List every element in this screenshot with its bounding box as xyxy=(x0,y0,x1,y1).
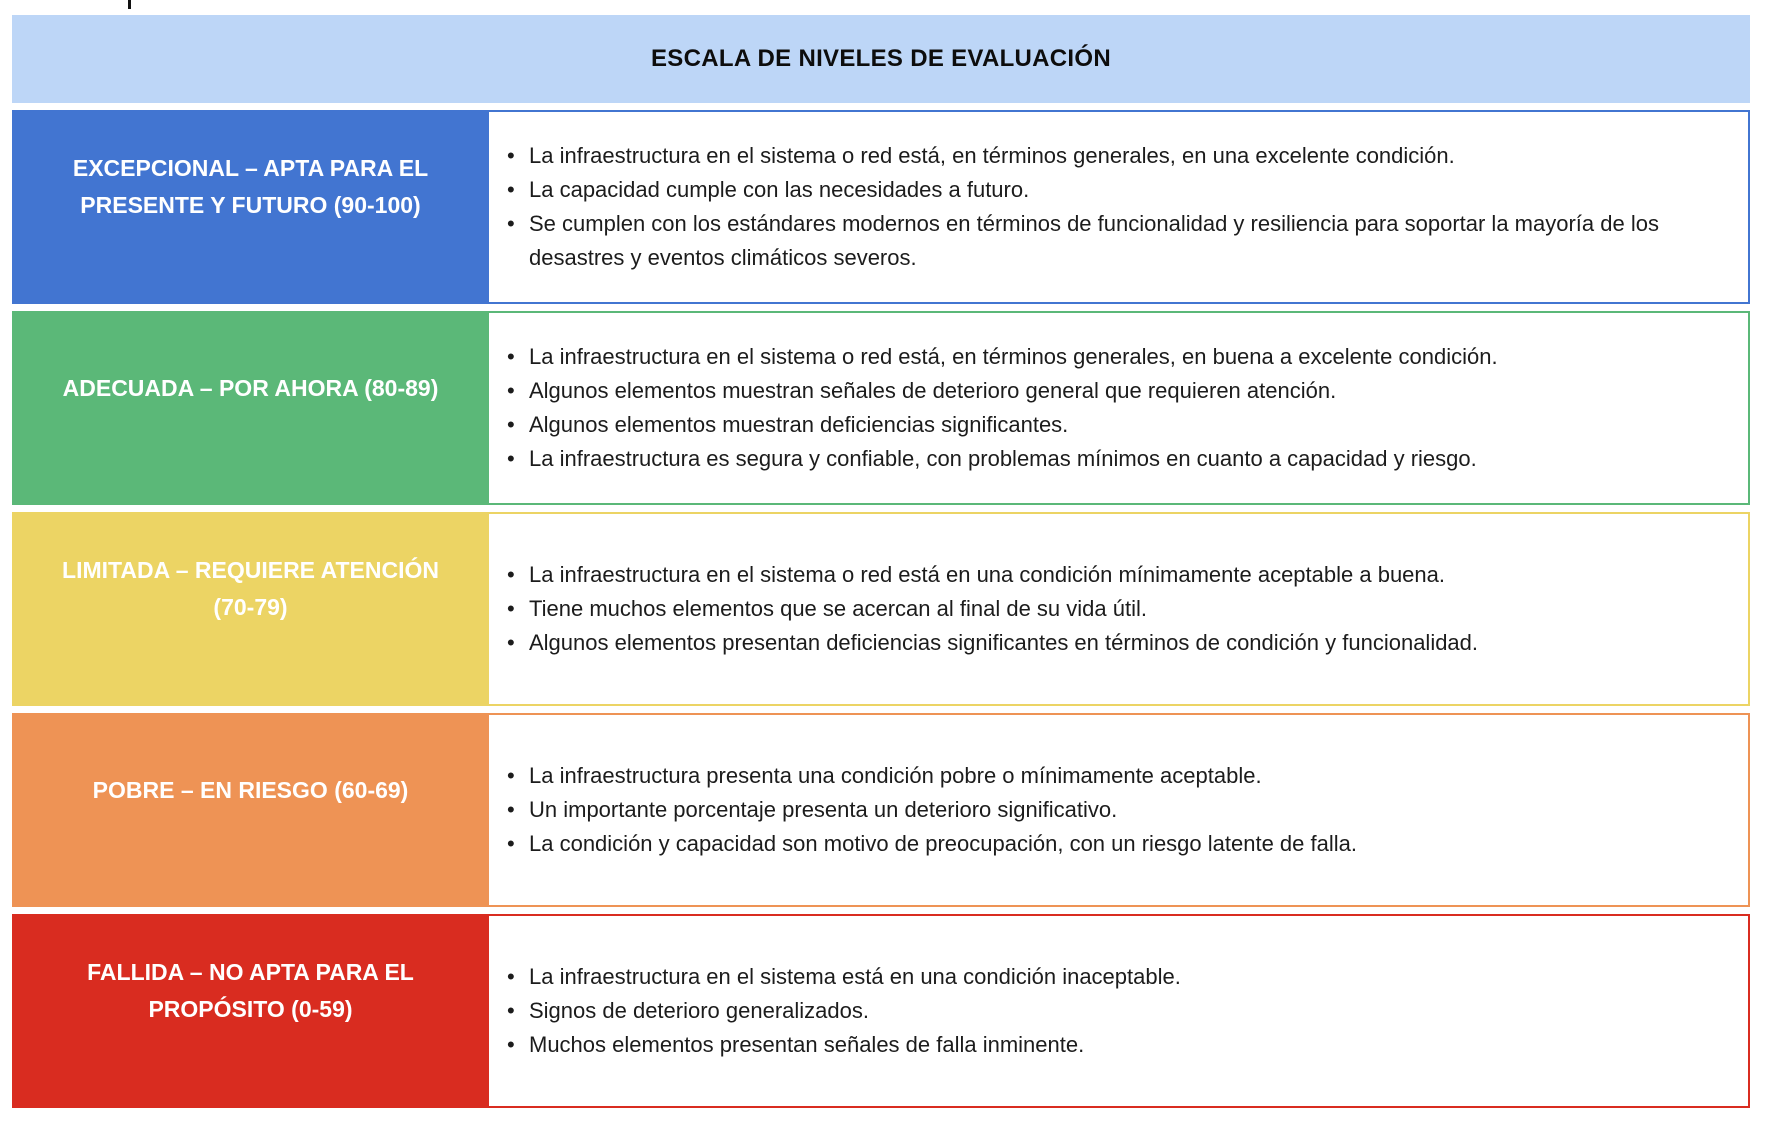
level-label xyxy=(14,112,487,302)
bullet-item: • La capacidad cumple con las necesidades a futuro. xyxy=(505,173,1728,207)
bullet-item: • La infraestructura en el sistema está en una condición inaceptable. xyxy=(505,960,1728,994)
level-label-text: LIMITADA – REQUIERE ATENCIÓN (70-79) xyxy=(62,557,439,620)
scale-row-fallida xyxy=(12,914,1750,1108)
bullet-item: • Algunos elementos presentan deficiencias significantes en términos de condición y funcionalidad. xyxy=(505,626,1728,660)
bullet-item: • Tiene muchos elementos que se acercan al final de su vida útil. xyxy=(505,592,1728,626)
level-description xyxy=(487,916,1748,1106)
bullet-item: • Signos de deterioro generalizados. xyxy=(505,994,1728,1028)
level-description xyxy=(487,313,1748,503)
level-label xyxy=(14,715,487,905)
bullet-list xyxy=(505,558,1728,660)
bullet-item: • Un importante porcentaje presenta un deterioro significativo. xyxy=(505,793,1728,827)
bullet-list xyxy=(505,759,1728,861)
table-header xyxy=(12,15,1750,103)
level-label xyxy=(14,514,487,704)
level-description xyxy=(487,715,1748,905)
scale-row-adecuada xyxy=(12,311,1750,505)
level-label-text: EXCEPCIONAL – APTA PARA EL PRESENTE Y FUTURO (90-100) xyxy=(72,155,429,218)
evaluation-scale-table xyxy=(12,15,1750,1108)
scale-row-pobre xyxy=(12,713,1750,907)
level-label xyxy=(14,916,487,1106)
bullet-item: • La infraestructura en el sistema o red está en una condición mínimamente aceptable a buena. xyxy=(505,558,1728,592)
level-label-text: POBRE – EN RIESGO (60-69) xyxy=(92,776,409,803)
bullet-item: • La infraestructura es segura y confiable, con problemas mínimos en cuanto a capacidad y riesgo. xyxy=(505,442,1728,476)
bullet-item: • La condición y capacidad son motivo de preocupación, con un riesgo latente de falla. xyxy=(505,827,1728,861)
bullet-item: • La infraestructura en el sistema o red está, en términos generales, en una excelente condición. xyxy=(505,139,1728,173)
bullet-item: • Muchos elementos presentan señales de falla inminente. xyxy=(505,1028,1728,1062)
bullet-list xyxy=(505,139,1728,275)
bullet-list xyxy=(505,960,1728,1062)
table-title: ESCALA DE NIVELES DE EVALUACIÓN xyxy=(650,45,1111,72)
scale-row-excepcional xyxy=(12,110,1750,304)
bullet-item: • Se cumplen con los estándares modernos en términos de funcionalidad y resiliencia para soportar la mayoría de los desastres y eventos climáticos severos. xyxy=(505,207,1728,275)
bullet-item: • La infraestructura presenta una condición pobre o mínimamente aceptable. xyxy=(505,759,1728,793)
bullet-list xyxy=(505,340,1728,476)
level-label-text: FALLIDA – NO APTA PARA EL PROPÓSITO (0-59) xyxy=(87,959,414,1022)
bullet-item: • Algunos elementos muestran deficiencias significantes. xyxy=(505,408,1728,442)
bullet-item: • La infraestructura en el sistema o red está, en términos generales, en buena a excelente condición. xyxy=(505,340,1728,374)
bullet-item: • Algunos elementos muestran señales de deterioro general que requieren atención. xyxy=(505,374,1728,408)
scale-row-limitada xyxy=(12,512,1750,706)
level-label xyxy=(14,313,487,503)
level-label-text: ADECUADA – POR AHORA (80-89) xyxy=(62,374,439,401)
level-description xyxy=(487,112,1748,302)
level-description xyxy=(487,514,1748,704)
cursor-mark xyxy=(128,0,131,9)
